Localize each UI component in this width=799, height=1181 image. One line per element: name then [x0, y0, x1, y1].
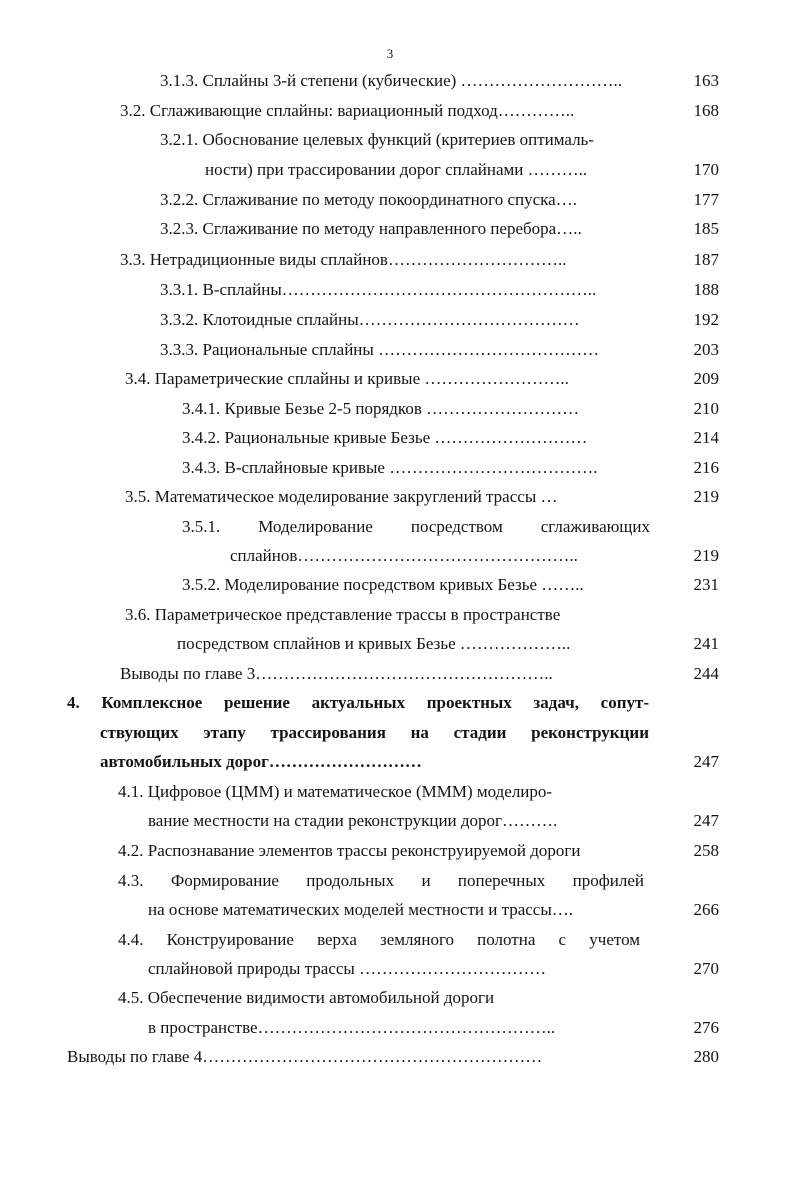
toc-entry-page: 280 [693, 1047, 719, 1066]
toc-entry-text: ности) при трассировании дорог сплайнами ……….. [205, 160, 588, 179]
toc-entry-text: 3.3.3. Рациональные сплайны ………………………………… [160, 340, 600, 359]
toc-entry-page: 219 [693, 546, 719, 565]
toc-chapter-heading: 4. Комплексное решение актуальных проектных задач, сопут- [67, 693, 649, 712]
toc-entry-text: 3.4.1. Кривые Безье 2-5 порядков ……………………… [182, 399, 580, 418]
toc-entry-page: 163 [693, 71, 719, 90]
toc-chapter-heading: автомобильных дорог……………………… [100, 752, 422, 771]
page-number: 3 [386, 46, 394, 61]
toc-entry-text: 3.4. Параметрические сплайны и кривые …………………….. [125, 369, 569, 388]
toc-entry-text: 4.4. Конструирование верха земляного полотна с учетом [118, 930, 640, 949]
toc-entry-text: 3.2.2. Сглаживание по методу покоординатного спуска…. [160, 190, 577, 209]
toc-entry-text: 3.1.3. Сплайны 3-й степени (кубические) ……………………….. [160, 71, 623, 90]
toc-entry-page: 216 [693, 458, 719, 477]
toc-entry-page: 244 [693, 664, 719, 683]
toc-entry-page: 231 [693, 575, 719, 594]
toc-entry-text: 4.5. Обеспечение видимости автомобильной дороги [118, 988, 495, 1007]
toc-entry-page: 270 [693, 959, 719, 978]
toc-entry-page: 203 [693, 340, 719, 359]
toc-entry-text: вание местности на стадии реконструкции дорог………. [148, 811, 558, 830]
toc-entry-text: посредством сплайнов и кривых Безье ……………….. [177, 634, 571, 653]
toc-entry-text: 3.4.2. Рациональные кривые Безье ……………………… [182, 428, 588, 447]
toc-entry-text: 4.2. Распознавание элементов трассы реконструируемой дороги [118, 841, 581, 860]
toc-entry-text: 3.4.3. B-сплайновые кривые ………………………………. [182, 458, 598, 477]
toc-entry-page: 185 [693, 219, 719, 238]
toc-entry-text: 3.3. Нетрадиционные виды сплайнов………………………….. [120, 250, 567, 269]
toc-entry-page: 276 [693, 1018, 719, 1037]
toc-entry-text: Выводы по главе 3…………………………………………….. [120, 664, 553, 683]
toc-entry-text: 3.5.2. Моделирование посредством кривых Безье …….. [182, 575, 584, 594]
toc-entry-page: 247 [693, 752, 719, 771]
toc-entry-page: 258 [693, 841, 719, 860]
toc-entry-text: 4.3. Формирование продольных и поперечных профилей [118, 871, 644, 890]
toc-entry-page: 188 [693, 280, 719, 299]
toc-entry-page: 170 [693, 160, 719, 179]
toc-entry-text: 3.5. Математическое моделирование закруглений трассы … [125, 487, 558, 506]
toc-entry-text: сплайнов………………………………………….. [230, 546, 578, 565]
toc-entry-page: 192 [693, 310, 719, 329]
toc-entry-text: 3.6. Параметрическое представление трассы в пространстве [125, 605, 561, 624]
toc-chapter-heading: ствующих этапу трассирования на стадии реконструкции [100, 723, 649, 742]
toc-entry-page: 214 [693, 428, 719, 447]
toc-entry-page: 247 [693, 811, 719, 830]
toc-entry-page: 168 [693, 101, 719, 120]
toc-entry-text: сплайновой природы трассы …………………………… [148, 959, 547, 978]
toc-entry-page: 209 [693, 369, 719, 388]
toc-entry-text: 3.5.1. Моделирование посредством сглаживающих [182, 517, 650, 536]
toc-entry-text: в пространстве…………………………………………….. [148, 1018, 556, 1037]
toc-entry-text: на основе математических моделей местности и трассы…. [148, 900, 574, 919]
toc-entry-text: Выводы по главе 4…………………………………………………… [67, 1047, 543, 1066]
toc-entry-page: 241 [693, 634, 719, 653]
toc-entry-text: 3.2.3. Сглаживание по методу направленного перебора….. [160, 219, 582, 238]
toc-entry-page: 210 [693, 399, 719, 418]
toc-entry-text: 3.3.1. B-сплайны……………………………………………….. [160, 280, 597, 299]
toc-entry-page: 177 [693, 190, 719, 209]
toc-entry-text: 3.2.1. Обоснование целевых функций (критериев оптималь- [160, 130, 594, 149]
toc-entry-text: 3.2. Сглаживающие сплайны: вариационный подход………….. [120, 101, 575, 120]
toc-entry-page: 187 [693, 250, 719, 269]
toc-entry-page: 266 [693, 900, 719, 919]
toc-entry-text: 3.3.2. Клотоидные сплайны………………………………… [160, 310, 580, 329]
toc-entry-text: 4.1. Цифровое (ЦММ) и математическое (МММ) моделиро- [118, 782, 553, 801]
toc-entry-page: 219 [693, 487, 719, 506]
